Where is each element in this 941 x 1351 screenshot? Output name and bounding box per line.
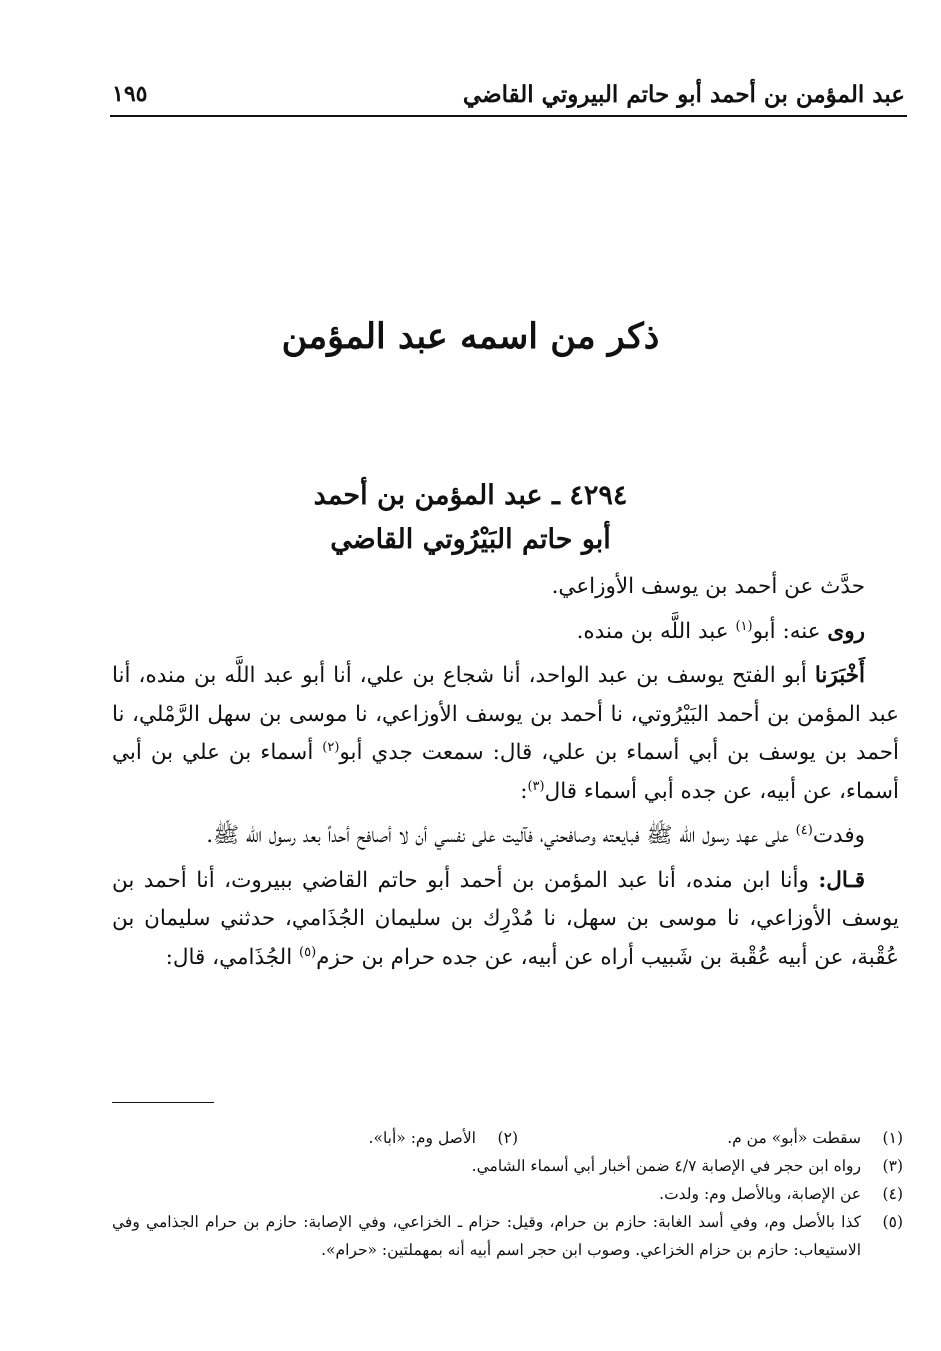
running-head-title: عبد المؤمن بن أحمد أبو حاتم البيروتي القاضي bbox=[462, 80, 905, 108]
footnote-5-number: (٥) bbox=[882, 1213, 903, 1231]
footnote-ref-2[interactable]: (٢) bbox=[322, 739, 340, 755]
paragraph-3-text-b: أسماء بن علي بن أبي أسماء، عن أبيه، عن جده أبي أسماء قال bbox=[112, 740, 899, 804]
paragraph-2-lead: روى bbox=[827, 618, 865, 644]
footnote-5 bbox=[112, 1208, 903, 1264]
footnote-1-text: سقطت «أبو» من م. bbox=[727, 1129, 861, 1147]
footnote-1-number: (١) bbox=[882, 1129, 903, 1147]
entry-body bbox=[112, 568, 899, 983]
footnote-ref-5[interactable]: (٥) bbox=[299, 944, 317, 960]
paragraph-2-text-b: عبد اللَّه بن منده. bbox=[576, 618, 736, 644]
entry-heading-line1: ٤٢٩٤ ـ عبد المؤمن بن أحمد bbox=[313, 480, 628, 511]
footnote-2-text: الأصل وم: «أبا». bbox=[368, 1129, 476, 1147]
paragraph-3-lead: أَخْبَرَنا bbox=[814, 663, 865, 688]
entry-heading-line2: أبو حاتم البَيْرُوتي القاضي bbox=[330, 524, 611, 555]
footnote-1 bbox=[518, 1124, 903, 1152]
running-head bbox=[112, 76, 905, 112]
paragraph-4-text-b: على عهد رسول الله ﷺ فبايعته وصافحني، فآليت على نفسي أن لا أصافح أحداً بعد رسول الله ﷺ. bbox=[206, 823, 796, 848]
header-rule bbox=[110, 115, 907, 117]
paragraph-5-lead: قـال: bbox=[818, 867, 865, 893]
footnote-separator bbox=[112, 1102, 214, 1103]
footnote-2-number: (٢) bbox=[497, 1129, 518, 1147]
footnote-4-number: (٤) bbox=[882, 1185, 903, 1203]
footnote-3-text: رواه ابن حجر في الإصابة ٤/٧ ضمن أخبار أبي أسماء الشامي. bbox=[471, 1157, 861, 1175]
footnote-4 bbox=[659, 1180, 903, 1208]
footnote-4-text: عن الإصابة، وبالأصل وم: ولدت. bbox=[659, 1185, 861, 1203]
paragraph-4-text-a: وفدت bbox=[812, 823, 865, 848]
paragraph-4 bbox=[112, 817, 899, 856]
footnote-ref-4[interactable]: (٤) bbox=[795, 822, 813, 838]
footnotes bbox=[112, 1124, 903, 1264]
footnote-5-text: كذا بالأصل وم، وفي أسد الغابة: حازم بن حرام، وقيل: حزام ـ الخزاعي، وفي الإصابة: حازم بن حرام الجذامي وفي الاستيعاب: حازم بن حزام الخزاعي. وصوب ابن حجر اسم أبيه أنه بمهملتين: «حرام». bbox=[112, 1213, 861, 1259]
paragraph-3 bbox=[112, 657, 899, 811]
page-number: ١٩٥ bbox=[112, 81, 148, 107]
footnote-3 bbox=[472, 1152, 903, 1180]
paragraph-5 bbox=[112, 862, 899, 978]
paragraph-5-text-a: وأنا ابن منده، أنا عبد المؤمن بن أحمد أبو حاتم القاضي ببيروت، أنا أحمد بن يوسف الأوزاعي، نا موسى بن سهل، نا مُدْرِك بن سليمان الجُذَامي، حدثني سليمان بن عُقْبة، عن أبيه عُقْبة بن شَبيب أراه عن أبيه، عن جده حرام بن حزم bbox=[112, 867, 899, 970]
chapter-title: ذكر من اسمه عبد المؤمن bbox=[281, 316, 660, 357]
footnote-row-4 bbox=[112, 1180, 903, 1208]
footnote-row-1 bbox=[112, 1124, 903, 1152]
footnote-ref-1[interactable]: (١) bbox=[735, 618, 753, 634]
paragraph-1-text: حدَّث عن أحمد بن يوسف الأوزاعي. bbox=[551, 574, 865, 599]
paragraph-1 bbox=[112, 568, 899, 607]
footnote-ref-3[interactable]: (٣) bbox=[527, 778, 545, 794]
footnote-2 bbox=[369, 1124, 518, 1152]
paragraph-2 bbox=[112, 613, 899, 652]
paragraph-3-text-a: أبو الفتح يوسف بن عبد الواحد، أنا شجاع بن علي، أنا أبو عبد اللَّه بن منده، أنا عبد المؤمن بن أحمد البَيْرُوتي، نا أحمد بن يوسف الأوزاعي، نا موسى بن سهل الرَّمْلي، نا أحمد بن يوسف بن أبي أسماء بن علي، قال: سمعت جدي أبو bbox=[112, 663, 900, 765]
footnote-row-5 bbox=[112, 1208, 903, 1264]
entry-heading bbox=[0, 474, 941, 562]
paragraph-3-text-c: : bbox=[520, 778, 528, 804]
paragraph-2-text-a: عنه: أبو bbox=[752, 618, 828, 644]
footnote-3-number: (٣) bbox=[882, 1157, 903, 1175]
footnote-row-3 bbox=[112, 1152, 903, 1180]
paragraph-5-text-b: الجُذَامي، قال: bbox=[165, 944, 300, 970]
